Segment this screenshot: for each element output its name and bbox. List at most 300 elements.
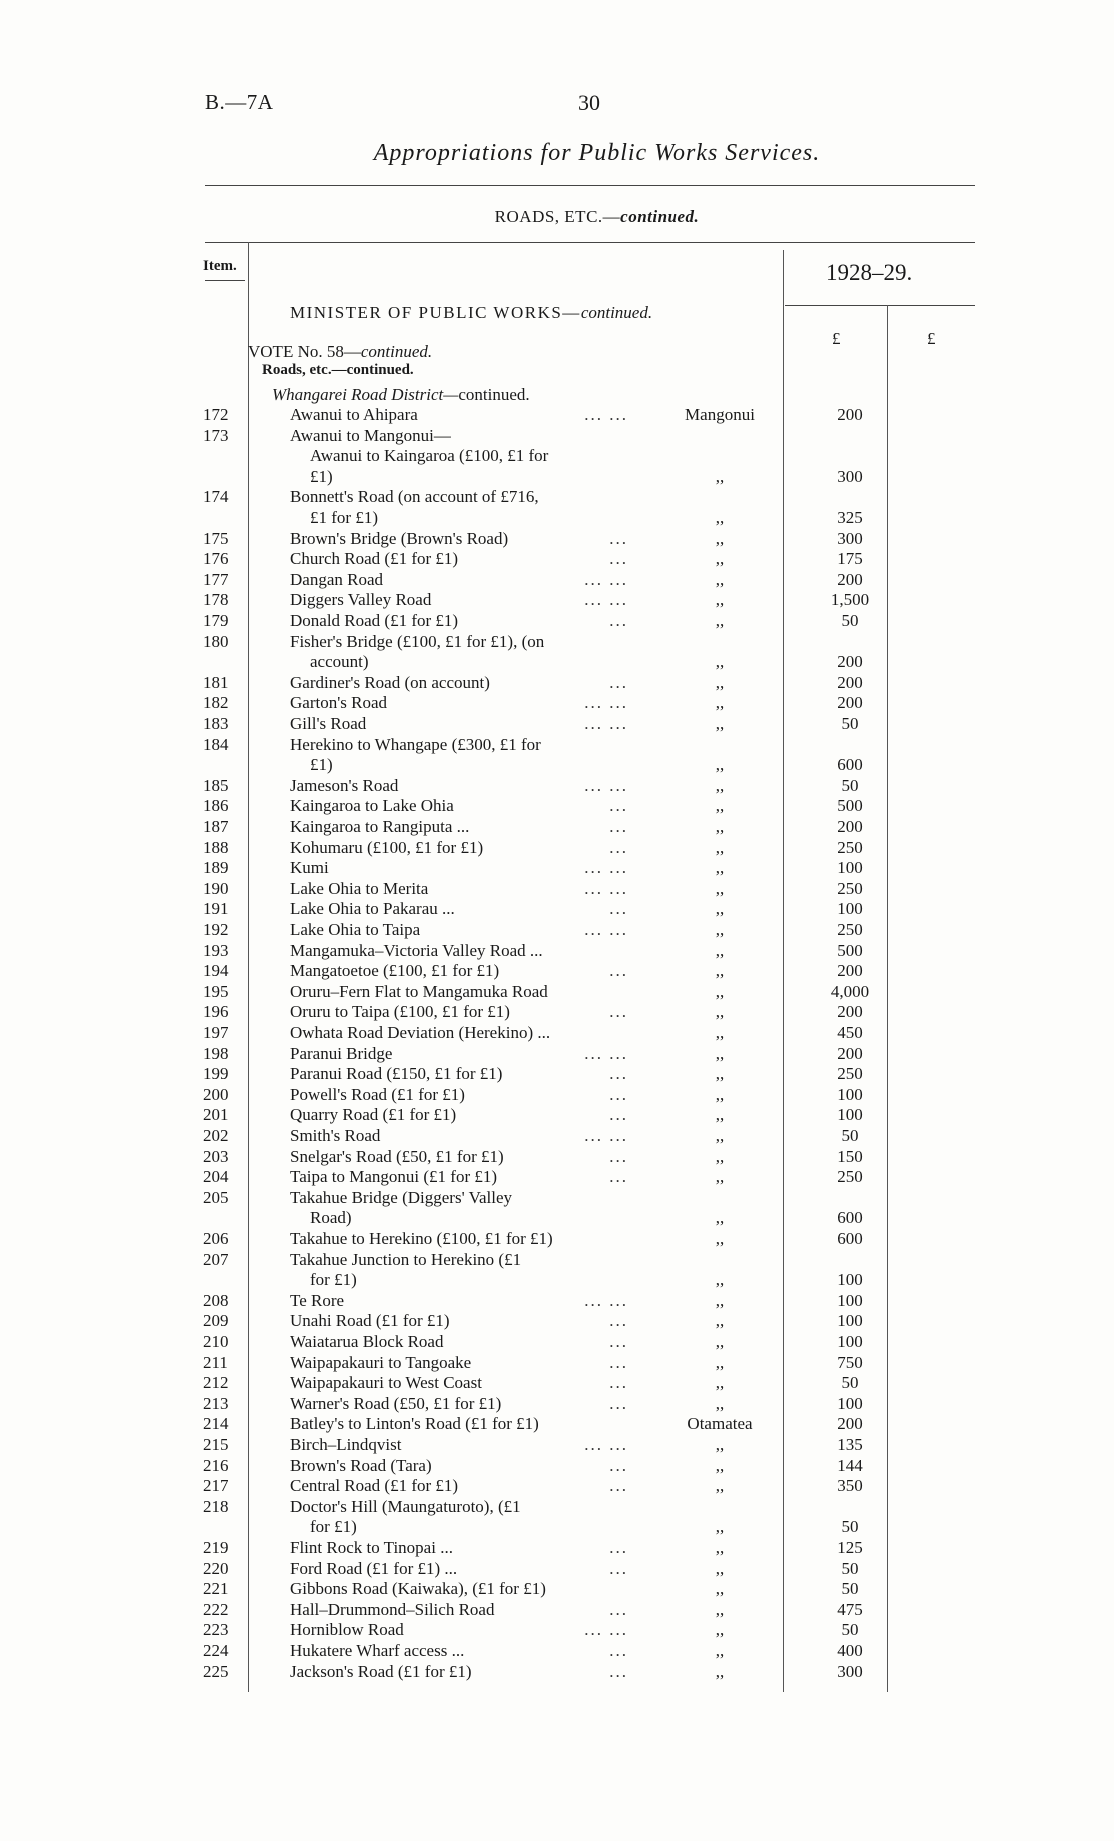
item-number: 210 (203, 1332, 229, 1351)
item-description (290, 632, 632, 652)
description-text: Owhata Road Deviation (Herekino) ... (290, 1023, 551, 1042)
item-description (290, 941, 632, 961)
item-number: 185 (203, 775, 229, 795)
year-header-rule (785, 305, 975, 306)
description-text: Gardiner's Road (on account) (290, 672, 490, 692)
amount-cell: 600 (837, 1229, 863, 1248)
item-description (290, 487, 632, 507)
location-cell: ,, (715, 1661, 725, 1681)
amount-cell: 135 (837, 1435, 863, 1454)
leader-dots: ... ... (584, 1620, 628, 1640)
item-number: 202 (203, 1126, 229, 1145)
location-cell: ,, (715, 1290, 725, 1310)
item-number: 208 (203, 1290, 229, 1310)
description-continuation: for £1) (310, 1517, 357, 1537)
item-description (290, 879, 632, 899)
item-number: 222 (203, 1599, 229, 1619)
item-number: 193 (203, 940, 229, 960)
item-description (290, 1064, 632, 1084)
location-cell: ,, (715, 1229, 725, 1248)
item-description (290, 899, 632, 919)
amount-cell: 100 (837, 1311, 863, 1331)
amount-cell: 475 (837, 1599, 863, 1619)
amount-cell: 200 (837, 652, 863, 672)
amount-cell: 100 (837, 1105, 863, 1125)
location-cell: ,, (715, 1084, 725, 1104)
amount-cell: 200 (837, 1043, 863, 1063)
leader-dots: ... (609, 672, 628, 692)
item-column-divider (248, 242, 249, 1692)
leader-dots: ... (609, 1105, 628, 1125)
location-cell: ,, (715, 1208, 725, 1228)
item-number: 207 (203, 1249, 229, 1269)
year-column-header: 1928–29. (826, 260, 913, 285)
description-text: Kaingaroa to Lake Ohia (290, 796, 454, 816)
description-text: Bonnett's Road (on account of £716, (290, 487, 539, 507)
amount-cell: 300 (837, 528, 863, 548)
item-description (290, 693, 632, 713)
description-continuation: £1) (310, 755, 333, 775)
leader-dots: ... (609, 549, 628, 569)
location-cell: ,, (715, 1579, 725, 1599)
leader-dots: ... (609, 1476, 628, 1496)
location-cell: ,, (715, 858, 725, 878)
item-description (290, 776, 632, 796)
description-text: Unahi Road (£1 for £1) (290, 1311, 450, 1331)
description-continuation: £1) (310, 466, 333, 486)
amount-cell: 100 (837, 1270, 863, 1290)
item-description (290, 529, 632, 549)
amount-cell: 100 (837, 1332, 863, 1351)
item-description (290, 1105, 632, 1125)
amount-cell: 350 (837, 1476, 863, 1496)
item-description (290, 405, 632, 425)
location-cell: ,, (715, 837, 725, 857)
description-text: Kumi (290, 858, 329, 878)
item-number: 197 (203, 1023, 229, 1042)
description-continuation: Road) (310, 1208, 352, 1228)
description-text: Lake Ohia to Pakarau ... (290, 899, 455, 919)
amount-cell: 750 (837, 1352, 863, 1372)
location-cell: ,, (715, 1558, 725, 1578)
item-number: 213 (203, 1393, 229, 1413)
item-description (290, 1641, 632, 1661)
leader-dots: ... (609, 1455, 628, 1475)
item-number: 201 (203, 1105, 229, 1125)
amount-cell: 325 (837, 507, 863, 527)
description-text: Batley's to Linton's Road (£1 for £1) (290, 1414, 539, 1434)
description-continuation: account) (310, 652, 369, 672)
item-description (290, 1497, 632, 1517)
item-number: 199 (203, 1064, 229, 1084)
amount-cell: 500 (837, 940, 863, 960)
description-text: Brown's Road (Tara) (290, 1455, 432, 1475)
amount-cell: 600 (837, 1208, 863, 1228)
description-text: Central Road (£1 for £1) (290, 1476, 459, 1496)
leader-dots: ... ... (584, 775, 628, 795)
description-text: Lake Ohia to Merita (290, 878, 429, 898)
leader-dots: ... (609, 1538, 628, 1557)
amount-cell: 200 (837, 672, 863, 692)
item-number: 223 (203, 1620, 229, 1640)
description-text: Takahue Junction to Herekino (£1 (290, 1249, 522, 1269)
description-continuation: £1 for £1) (310, 507, 378, 527)
description-text: Awanui to Ahipara (290, 405, 418, 424)
amount-cell: 50 (841, 1126, 859, 1145)
leader-dots: ... ... (584, 693, 628, 713)
location-cell: ,, (715, 1311, 725, 1331)
leader-dots: ... (609, 1661, 628, 1681)
description-text: Smith's Road (290, 1126, 381, 1145)
item-description (290, 735, 632, 755)
description-text: Brown's Bridge (Brown's Road) (290, 528, 509, 548)
item-number: 180 (203, 631, 229, 651)
leader-dots: ... (609, 961, 628, 981)
location-cell: ,, (715, 981, 725, 1001)
description-continuation: for £1) (310, 1270, 357, 1290)
amount-cell: 50 (841, 714, 859, 733)
location-cell: ,, (715, 755, 725, 775)
description-text: Fisher's Bridge (£100, £1 for £1), (on (290, 631, 545, 651)
item-description (290, 1002, 632, 1022)
amount-cell: 50 (841, 775, 859, 795)
amount-cell: 200 (837, 1414, 863, 1434)
item-description (290, 1538, 632, 1558)
leader-dots: ... (609, 1599, 628, 1619)
location-cell: ,, (715, 899, 725, 919)
item-number: 190 (203, 878, 229, 898)
location-cell: Mangonui (685, 405, 755, 424)
amount-cell: 500 (837, 796, 863, 816)
leader-dots: ... (609, 1311, 628, 1331)
description-text: Oruru to Taipa (£100, £1 for £1) (290, 1002, 510, 1022)
item-description (290, 1085, 632, 1105)
location-cell: ,, (715, 940, 725, 960)
location-cell: ,, (715, 693, 725, 713)
item-number: 214 (203, 1414, 229, 1434)
item-number: 215 (203, 1435, 229, 1454)
ministry-heading (290, 303, 652, 323)
amount-cell: 200 (837, 405, 863, 424)
subtitle-continued: continued. (620, 207, 700, 226)
item-number: 187 (203, 817, 229, 836)
location-cell: ,, (715, 1455, 725, 1475)
item-description (290, 920, 632, 940)
leader-dots: ... (609, 1641, 628, 1660)
item-header-underline (205, 280, 245, 281)
amount-cell: 600 (837, 755, 863, 775)
item-number: 175 (203, 528, 229, 548)
description-text: Kaingaroa to Rangiputa ... (290, 817, 470, 836)
item-description (290, 1620, 632, 1640)
item-number: 172 (203, 405, 229, 424)
description-text: Horniblow Road (290, 1620, 404, 1640)
item-description (290, 426, 632, 446)
title-rule (205, 185, 975, 186)
location-cell: ,, (715, 507, 725, 527)
amount-cell: 200 (837, 1002, 863, 1022)
location-cell: ,, (715, 1126, 725, 1145)
description-text: Ford Road (£1 for £1) ... (290, 1558, 458, 1578)
location-cell: ,, (715, 1435, 725, 1454)
item-number: 206 (203, 1229, 229, 1248)
item-number: 225 (203, 1661, 229, 1681)
location-cell: ,, (715, 549, 725, 569)
location-cell: ,, (715, 1352, 725, 1372)
item-description (290, 1229, 632, 1249)
item-number: 217 (203, 1476, 229, 1496)
item-number: 212 (203, 1373, 229, 1393)
vote-continued: continued. (360, 342, 433, 361)
leader-dots: ... ... (584, 590, 628, 610)
amount-cell: 450 (837, 1023, 863, 1042)
item-description (290, 817, 632, 837)
amount-cell: 250 (837, 1167, 863, 1187)
item-description (290, 1662, 632, 1682)
amount-cell: 50 (841, 611, 859, 630)
item-number: 194 (203, 961, 229, 981)
description-text: Mangatoetoe (£100, £1 for £1) (290, 961, 500, 981)
description-text: Paranui Bridge (290, 1043, 393, 1063)
amount-cell: 50 (841, 1558, 859, 1578)
item-description (290, 1476, 632, 1496)
description-text: Awanui to Mangonui— (290, 425, 451, 445)
description-text: Waiatarua Block Road (290, 1332, 444, 1351)
location-cell: ,, (715, 1538, 725, 1557)
location-cell: ,, (715, 1043, 725, 1063)
description-text: Kohumaru (£100, £1 for £1) (290, 837, 484, 857)
vote-heading (248, 342, 432, 362)
leader-dots: ... ... (584, 405, 628, 424)
amount-cell: 200 (837, 693, 863, 713)
item-description (290, 796, 632, 816)
item-number: 198 (203, 1043, 229, 1063)
amount-cell: 250 (837, 1064, 863, 1084)
description-text: Lake Ohia to Taipa (290, 920, 421, 939)
amount-cell: 300 (837, 466, 863, 486)
location-cell: ,, (715, 1641, 725, 1660)
description-text: Hall–Drummond–Silich Road (290, 1599, 495, 1619)
item-number: 195 (203, 981, 229, 1001)
location-cell: ,, (715, 1393, 725, 1413)
item-number: 182 (203, 693, 229, 713)
item-description (290, 1147, 632, 1167)
location-cell: ,, (715, 652, 725, 672)
item-number: 181 (203, 672, 229, 692)
pound-header-2: £ (927, 329, 936, 348)
amount-cell: 400 (837, 1641, 863, 1660)
amount-cell: 50 (841, 1517, 859, 1537)
leader-dots: ... ... (584, 920, 628, 939)
description-text: Waipapakauri to West Coast (290, 1373, 482, 1393)
description-text: Doctor's Hill (Maungaturoto), (£1 (290, 1496, 521, 1516)
item-description (290, 1414, 632, 1434)
item-description (290, 1044, 632, 1064)
description-text: Jackson's Road (£1 for £1) (290, 1661, 472, 1681)
item-number: 177 (203, 569, 229, 589)
amount-cell: 50 (841, 1579, 859, 1599)
item-description (290, 1311, 632, 1331)
item-number: 192 (203, 920, 229, 939)
location-cell: ,, (715, 1270, 725, 1290)
item-column-header: Item. (203, 258, 237, 274)
leader-dots: ... ... (584, 1126, 628, 1145)
page-number: 30 (578, 90, 600, 115)
item-number: 218 (203, 1496, 229, 1516)
description-text: Church Road (£1 for £1) (290, 549, 459, 569)
location-cell: Otamatea (687, 1414, 753, 1434)
item-description (290, 611, 632, 631)
location-cell: ,, (715, 569, 725, 589)
amount-cell: 50 (841, 1373, 859, 1393)
description-text: Herekino to Whangape (£300, £1 for (290, 734, 541, 754)
description-text: Hukatere Wharf access ... (290, 1641, 465, 1660)
location-cell: ,, (715, 1105, 725, 1125)
location-cell: ,, (715, 590, 725, 610)
amount-cell: 100 (837, 858, 863, 878)
item-description (290, 590, 632, 610)
amount-cell: 125 (837, 1538, 863, 1557)
ministry-name: MINISTER OF PUBLIC WORKS— (290, 303, 581, 322)
item-number: 189 (203, 858, 229, 878)
item-description (290, 1332, 632, 1352)
amount-cell: 1,500 (830, 590, 870, 610)
table-top-rule (205, 242, 975, 243)
location-cell: ,, (715, 878, 725, 898)
item-description (290, 1291, 632, 1311)
item-number: 221 (203, 1579, 229, 1599)
location-cell: ,, (715, 672, 725, 692)
leader-dots: ... ... (584, 878, 628, 898)
item-description (290, 1559, 632, 1579)
item-number: 176 (203, 549, 229, 569)
subtitle-text: ROADS, ETC.— (494, 207, 621, 226)
location-cell: ,, (715, 775, 725, 795)
leader-dots: ... (609, 1002, 628, 1022)
roads-heading: Roads, etc.—continued. (262, 362, 414, 378)
leader-dots: ... (609, 899, 628, 919)
document-code: B.—7A (205, 90, 274, 114)
item-description (290, 1394, 632, 1414)
amount-cell: 250 (837, 837, 863, 857)
description-text: Quarry Road (£1 for £1) (290, 1105, 457, 1125)
leader-dots: ... (609, 1373, 628, 1393)
amount-cell: 200 (837, 817, 863, 836)
description-text: Warner's Road (£50, £1 for £1) (290, 1393, 502, 1413)
location-cell: ,, (715, 1517, 725, 1537)
item-number: 191 (203, 899, 229, 919)
amount-cell: 100 (837, 1084, 863, 1104)
item-number: 174 (203, 487, 229, 507)
leader-dots: ... ... (584, 714, 628, 733)
item-number: 184 (203, 734, 229, 754)
location-cell: ,, (715, 1373, 725, 1393)
item-number: 173 (203, 425, 229, 445)
amount-cell: 100 (837, 899, 863, 919)
vote-number: VOTE No. 58— (248, 342, 361, 361)
description-text: Gibbons Road (Kaiwaka), (£1 for £1) (290, 1579, 546, 1599)
leader-dots: ... (609, 1167, 628, 1187)
item-description (290, 1353, 632, 1373)
description-text: Donald Road (£1 for £1) (290, 611, 459, 630)
item-number: 196 (203, 1002, 229, 1022)
item-description (290, 982, 632, 1002)
amount-column-divider (783, 250, 784, 1692)
amount-cell: 144 (837, 1455, 863, 1475)
description-text: Awanui to Kaingaroa (£100, £1 for (310, 446, 549, 466)
location-cell: ,, (715, 1620, 725, 1640)
item-number: 204 (203, 1167, 229, 1187)
item-number: 220 (203, 1558, 229, 1578)
leader-dots: ... (609, 1352, 628, 1372)
description-text: Gill's Road (290, 714, 367, 733)
district-name: Whangarei Road District— (272, 385, 459, 404)
item-description (290, 1373, 632, 1393)
location-cell: ,, (715, 611, 725, 630)
description-text: Garton's Road (290, 693, 388, 713)
item-description (290, 570, 632, 590)
leader-dots: ... (609, 528, 628, 548)
item-description (290, 714, 632, 734)
location-cell: ,, (715, 796, 725, 816)
leader-dots: ... (609, 837, 628, 857)
description-text: Powell's Road (£1 for £1) (290, 1084, 465, 1104)
description-text: Snelgar's Road (£50, £1 for £1) (290, 1146, 504, 1166)
item-description (290, 1167, 632, 1187)
district-continued: continued. (458, 385, 530, 404)
description-text: Diggers Valley Road (290, 590, 432, 610)
amount-cell: 175 (837, 549, 863, 569)
leader-dots: ... (609, 796, 628, 816)
location-cell: ,, (715, 1064, 725, 1084)
item-description (290, 1023, 632, 1043)
item-number: 211 (203, 1352, 228, 1372)
amount-cell: 200 (837, 569, 863, 589)
leader-dots: ... (609, 1558, 628, 1578)
item-description (290, 1435, 632, 1455)
item-number: 179 (203, 611, 229, 630)
item-number: 183 (203, 714, 229, 733)
amount-cell: 50 (841, 1620, 859, 1640)
item-description (290, 1188, 632, 1208)
item-description (290, 1126, 632, 1146)
district-heading (272, 385, 530, 405)
description-text: Mangamuka–Victoria Valley Road ... (290, 940, 543, 960)
amount-cell: 100 (837, 1290, 863, 1310)
location-cell: ,, (715, 961, 725, 981)
description-text: Takahue to Herekino (£100, £1 for £1) (290, 1229, 553, 1248)
leader-dots: ... (609, 1084, 628, 1104)
item-description (290, 1456, 632, 1476)
leader-dots: ... (609, 1393, 628, 1413)
item-number: 203 (203, 1146, 229, 1166)
leader-dots: ... ... (584, 569, 628, 589)
leader-dots: ... (609, 611, 628, 630)
description-text: Te Rore (290, 1290, 345, 1310)
leader-dots: ... ... (584, 1435, 628, 1454)
item-number: 216 (203, 1455, 229, 1475)
description-text: Flint Rock to Tinopai ... (290, 1538, 453, 1557)
description-text: Paranui Road (£150, £1 for £1) (290, 1064, 503, 1084)
location-cell: ,, (715, 1023, 725, 1042)
item-description (290, 838, 632, 858)
item-number: 186 (203, 796, 229, 816)
amount-cell: 100 (837, 1393, 863, 1413)
description-text: Taipa to Mangonui (£1 for £1) (290, 1167, 498, 1187)
item-number: 205 (203, 1187, 229, 1207)
item-number: 219 (203, 1538, 229, 1557)
description-text: Jameson's Road (290, 775, 399, 795)
